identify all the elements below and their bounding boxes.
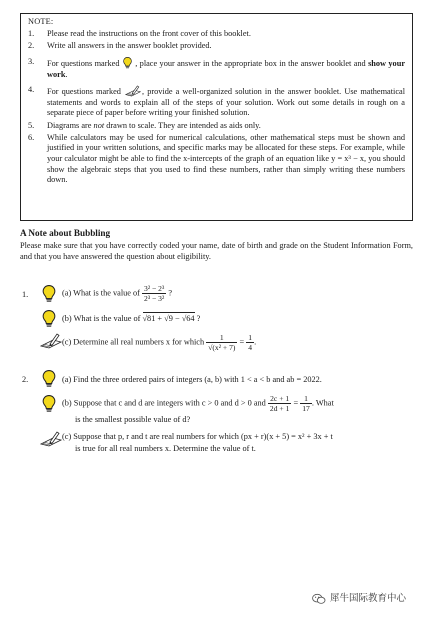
question-suffix: ? <box>196 314 201 323</box>
note-title: NOTE: <box>28 17 54 26</box>
note-item-text: Please read the instructions on the front cover of this booklet. <box>47 29 251 39</box>
note-item-text <box>47 57 405 80</box>
note-text-part: , provide a well-organized solution in the answer booklet. Use mathematical statements and words to explain all of the steps of your solution. Work out some details in rough on a separate piece of paper before writing your finished solution. <box>47 87 406 118</box>
pen-writing-icon <box>125 85 141 97</box>
fraction <box>300 394 312 413</box>
fraction-denominator: 2³ − 3² <box>144 294 165 303</box>
fraction <box>268 394 291 413</box>
note-item-text <box>47 121 405 132</box>
fraction-denominator: 2d + 1 <box>269 404 290 413</box>
question-text: (c) Suppose that p, r and t are real numbers for which (px + r)(x + 5) = x² + 3x + t <box>62 432 333 441</box>
radical-expression: √81 + √9 − √64 <box>142 314 195 323</box>
note-item-number: 6. <box>28 132 35 142</box>
question-prompt: (b) Suppose that c and d are integers with c > 0 and d > 0 and <box>62 398 266 408</box>
fraction <box>206 333 237 352</box>
note-item <box>28 41 405 52</box>
note-text-part: . <box>65 69 68 79</box>
note-text-part: For questions marked <box>47 58 120 68</box>
note-text-part: For questions marked <box>47 87 121 97</box>
fraction-denominator: 17 <box>302 404 310 413</box>
note-item <box>28 85 405 119</box>
wechat-logo-icon <box>312 593 326 605</box>
note-item-text: Write all answers in the answer booklet provided. <box>47 41 212 51</box>
note-item <box>28 121 405 132</box>
question-suffix: ? <box>168 288 173 298</box>
fraction-numerator: 1 <box>248 333 253 342</box>
question-text: (a) Find the three ordered pairs of integers (a, b) with 1 < a < b and ab = 2022. <box>62 375 322 384</box>
note-text-part: drawn to scale. They are intended as aids only. <box>106 120 261 130</box>
note-text-part: Diagrams are <box>47 120 92 130</box>
fraction-numerator: 1 <box>206 333 237 343</box>
note-text-bold: show your work <box>47 58 406 79</box>
note-item <box>28 29 405 40</box>
question-prompt: (c) Determine all real numbers x for which <box>62 337 205 347</box>
question-text-line: is true for all real numbers x. Determine the value of t. <box>75 444 256 453</box>
note-item-text: While calculators may be used for numerical calculations, other mathematical steps must be shown and justified in your written solutions, and specific marks may be allocated for these steps. For example, while your calculator might be able to find the x-intercepts of the graph of an equation like y = x³ − x, you should show the algebraic steps that you used to find these numbers, rather than simply writing these numbers down. <box>47 132 405 185</box>
fraction <box>246 333 257 352</box>
note-item-number: 3. <box>28 56 35 66</box>
question-prompt: (a) What is the value of <box>62 288 140 298</box>
question-text <box>62 394 414 413</box>
question-text <box>62 333 414 352</box>
fraction-numerator: 2c + 1 <box>268 394 291 404</box>
question-number: 2. <box>22 375 29 384</box>
fraction-denominator: √(x² + 7) <box>208 343 236 352</box>
note-item <box>28 57 405 80</box>
note-item-number: 5. <box>28 120 35 130</box>
fraction-numerator: 3² − 2³ <box>144 284 165 293</box>
note-item-number: 4. <box>28 85 35 95</box>
equals-sign: = <box>239 337 245 347</box>
note-item <box>28 133 405 186</box>
fraction-numerator: 1 <box>300 394 312 404</box>
question-text <box>62 284 414 303</box>
note-text-italic: not <box>93 120 105 130</box>
watermark <box>312 593 406 605</box>
lightbulb-icon <box>42 370 56 392</box>
note-item-number: 2. <box>28 41 35 51</box>
note-item-number: 1. <box>28 29 35 39</box>
note-box <box>20 13 413 221</box>
note-item-text <box>47 85 405 119</box>
bubbling-text: Please make sure that you have correctly coded your name, date of birth and grade on the Student Information Form, and that you have answered the question about eligibility. <box>20 241 413 261</box>
lightbulb-icon <box>42 285 56 307</box>
equals-sign: = <box>293 398 299 408</box>
watermark-text: 犀牛国际教育中心 <box>330 592 407 604</box>
pen-writing-icon <box>40 431 62 451</box>
bubbling-heading: A Note about Bubbling <box>20 228 111 238</box>
lightbulb-icon <box>42 310 56 332</box>
fraction-denominator: 4 <box>248 343 253 352</box>
question-suffix: . What <box>311 398 334 408</box>
question-prompt: (b) What is the value of <box>62 314 141 323</box>
lightbulb-icon <box>42 395 56 417</box>
fraction <box>142 284 166 303</box>
question-text <box>62 314 414 325</box>
pen-writing-icon <box>40 333 62 353</box>
question-number: 1. <box>22 290 29 299</box>
note-text-part: , place your answer in the appropriate box in the answer booklet and <box>135 58 366 68</box>
question-suffix: . <box>254 337 257 347</box>
question-text-line: is the smallest possible value of d? <box>75 415 191 424</box>
lightbulb-icon <box>123 57 132 69</box>
